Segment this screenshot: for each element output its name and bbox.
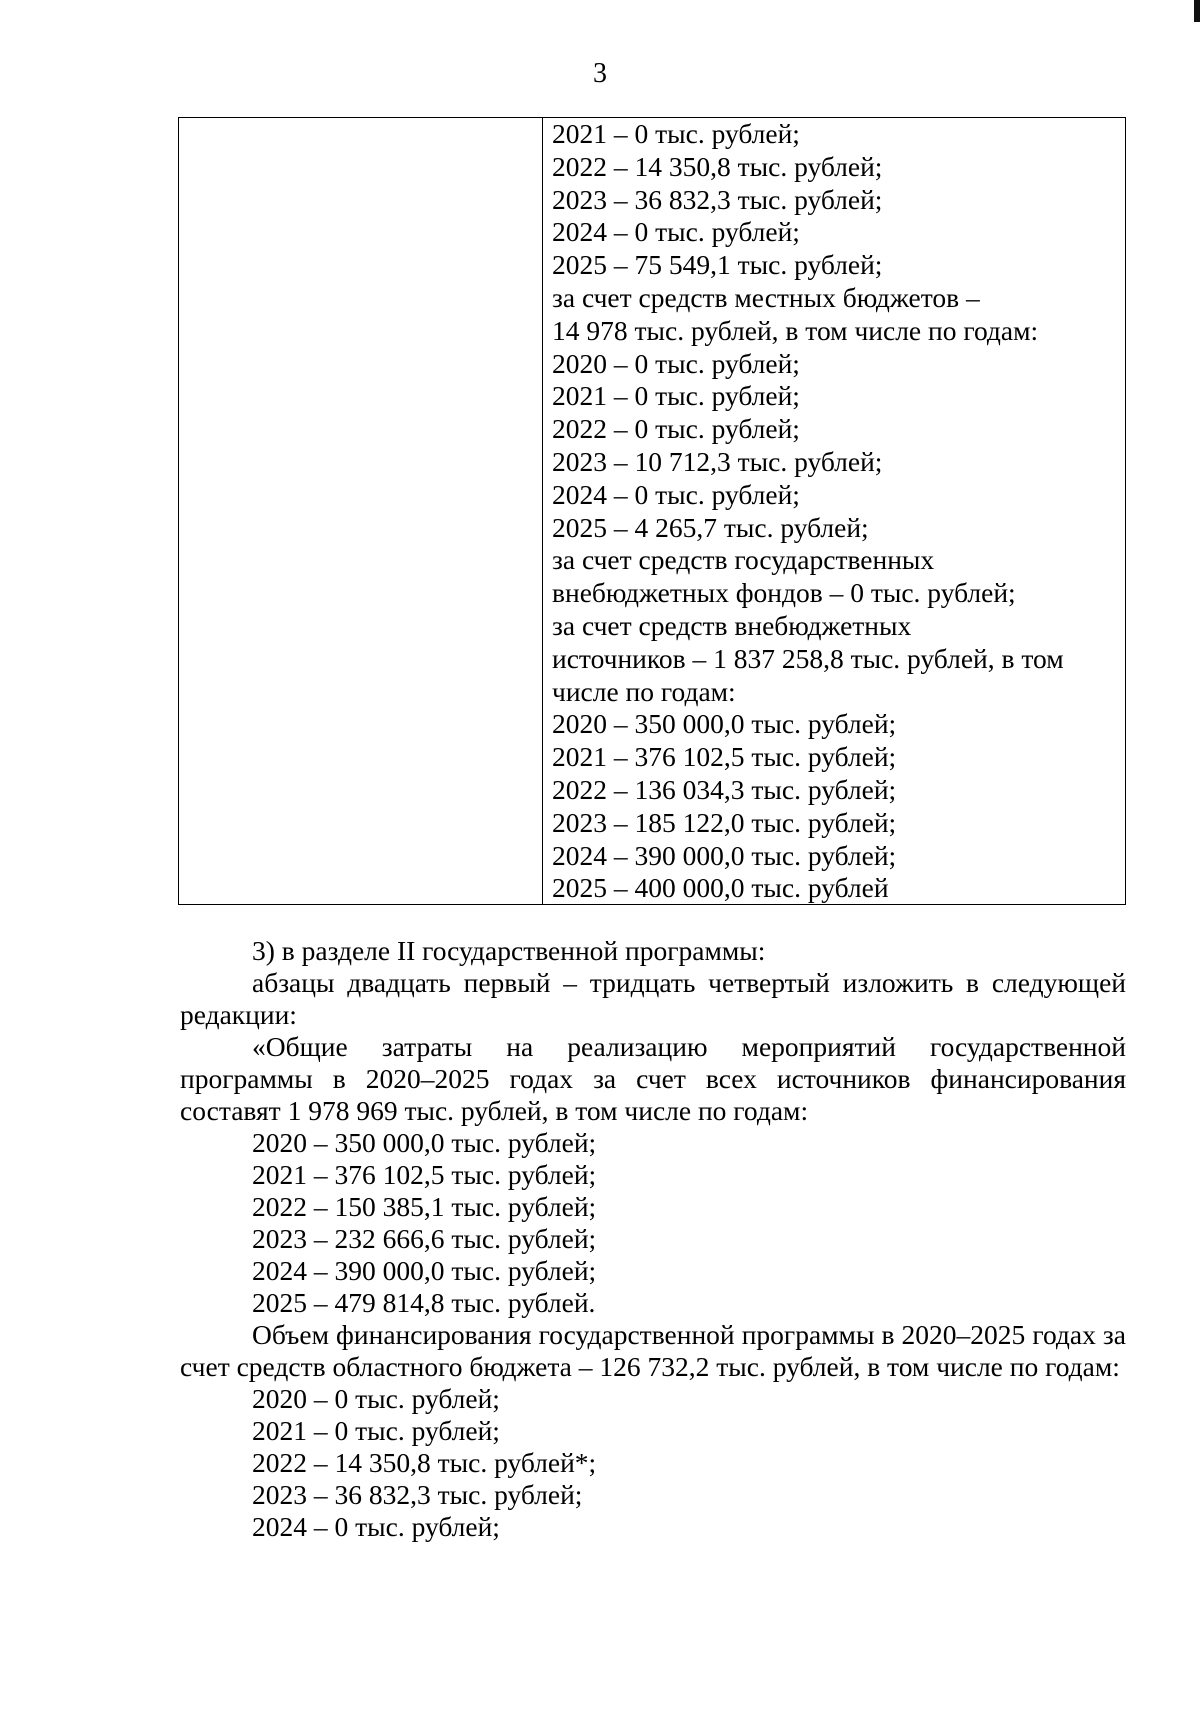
table-line: 2023 – 36 832,3 тыс. рублей; bbox=[552, 183, 883, 215]
table-line: 2025 – 4 265,7 тыс. рублей; bbox=[552, 511, 869, 543]
table-line: 2021 – 376 102,5 тыс. рублей; bbox=[552, 741, 897, 773]
page-number: 3 bbox=[593, 58, 607, 89]
table-line: числе по годам: bbox=[552, 675, 736, 707]
list-item: 2021 – 376 102,5 тыс. рублей; bbox=[252, 1159, 597, 1190]
table-line: 2025 – 75 549,1 тыс. рублей; bbox=[552, 249, 883, 281]
table-right-cell bbox=[552, 118, 1122, 905]
body-text bbox=[180, 935, 1126, 1543]
table-line: 2022 – 136 034,3 тыс. рублей; bbox=[552, 773, 897, 805]
list-item: 2024 – 0 тыс. рублей; bbox=[252, 1511, 500, 1542]
table-line: 2023 – 185 122,0 тыс. рублей; bbox=[552, 806, 897, 838]
list-item: 2024 – 390 000,0 тыс. рублей; bbox=[252, 1255, 597, 1286]
paragraph-abzatsy: абзацы двадцать первый – тридцать четвертый изложить в следующей редакции: bbox=[180, 967, 1126, 1030]
table-line: за счет средств внебюджетных bbox=[552, 609, 912, 641]
table-line: 2021 – 0 тыс. рублей; bbox=[552, 380, 800, 412]
list-item: 2021 – 0 тыс. рублей; bbox=[252, 1415, 500, 1446]
table-line: 2022 – 14 350,8 тыс. рублей; bbox=[552, 150, 883, 182]
item-3-heading: 3) в разделе II государственной программы: bbox=[252, 935, 766, 966]
list-item: 2020 – 350 000,0 тыс. рублей; bbox=[252, 1127, 597, 1158]
list-item: 2022 – 150 385,1 тыс. рублей; bbox=[252, 1191, 597, 1222]
list-item: 2022 – 14 350,8 тыс. рублей*; bbox=[252, 1447, 597, 1478]
table-line: 2022 – 0 тыс. рублей; bbox=[552, 413, 800, 445]
table-line: источников – 1 837 258,8 тыс. рублей, в том bbox=[552, 642, 1064, 674]
table-line: 2024 – 0 тыс. рублей; bbox=[552, 478, 800, 510]
table-line: 2025 – 400 000,0 тыс. рублей bbox=[552, 872, 889, 904]
table-left-cell bbox=[179, 118, 543, 904]
table-line: 2020 – 350 000,0 тыс. рублей; bbox=[552, 708, 897, 740]
list-item: 2020 – 0 тыс. рублей; bbox=[252, 1383, 500, 1414]
passport-table bbox=[178, 117, 1126, 905]
table-line: 2021 – 0 тыс. рублей; bbox=[552, 118, 800, 149]
scan-edge-mark bbox=[1194, 0, 1200, 22]
table-line: 2024 – 0 тыс. рублей; bbox=[552, 216, 800, 248]
list-item: 2023 – 36 832,3 тыс. рублей; bbox=[252, 1479, 583, 1510]
table-line: за счет средств местных бюджетов – bbox=[552, 281, 980, 313]
table-line: внебюджетных фондов – 0 тыс. рублей; bbox=[552, 577, 1016, 609]
list-item: 2025 – 479 814,8 тыс. рублей. bbox=[252, 1287, 596, 1318]
table-line: за счет средств государственных bbox=[552, 544, 935, 576]
table-line: 14 978 тыс. рублей, в том числе по годам: bbox=[552, 314, 1039, 346]
table-line: 2020 – 0 тыс. рублей; bbox=[552, 347, 800, 379]
table-line: 2023 – 10 712,3 тыс. рублей; bbox=[552, 445, 883, 477]
paragraph-regional-budget: Объем финансирования государственной программы в 2020–2025 годах за счет средств областного бюджета – 126 732,2 тыс. рублей, в том числе по годам: bbox=[180, 1319, 1126, 1382]
table-line: 2024 – 390 000,0 тыс. рублей; bbox=[552, 839, 897, 871]
list-item: 2023 – 232 666,6 тыс. рублей; bbox=[252, 1223, 597, 1254]
paragraph-total-costs: «Общие затраты на реализацию мероприятий государственной программы в 2020–2025 годах за счет всех источников финансирования составят 1 978 969 тыс. рублей, в том числе по годам: bbox=[180, 1031, 1126, 1126]
